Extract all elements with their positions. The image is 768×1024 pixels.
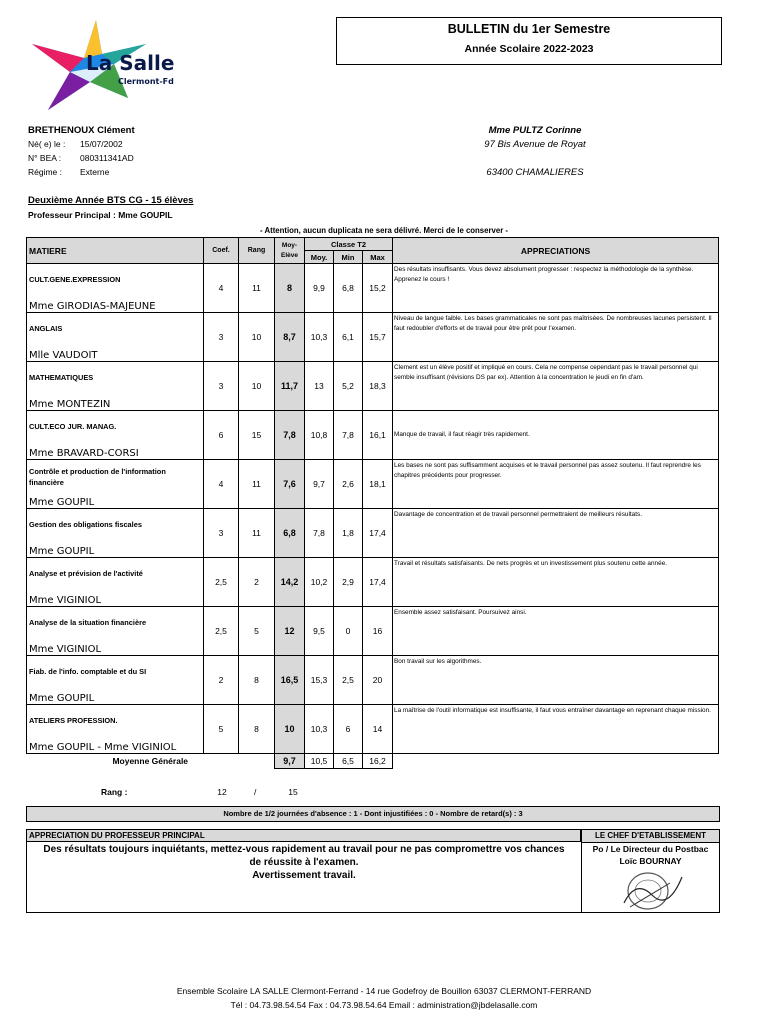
class-title: Deuxième Année BTS CG - 15 élèves [28, 195, 194, 206]
class-max: 20 [363, 656, 393, 705]
class-max: 17,4 [363, 558, 393, 607]
general-average-row [27, 754, 719, 769]
student-average: 8,7 [275, 313, 305, 362]
class-min: 2,5 [334, 656, 363, 705]
appreciation-text: Davantage de concentration et de travail personnel permettraient de meilleurs résultats. [393, 509, 719, 558]
subject-cell [27, 411, 204, 460]
general-class-min: 6,5 [334, 754, 363, 769]
appreciation-text: Niveau de langue faible. Les bases grammaticales ne sont pas maîtrisées. De nombreuses lacunes persistent. Il faut redoubler d'efforts et de travail pour être prêt pour l'examen. [393, 313, 719, 362]
class-min: 2,9 [334, 558, 363, 607]
table-row [27, 509, 719, 558]
student-name: BRETHENOUX Clément [28, 125, 135, 136]
teacher-name: Mme BRAVARD-CORSI [29, 448, 139, 459]
appreciation-header: APPRECIATION DU PROFESSEUR PRINCIPAL [27, 830, 581, 842]
rank-value: 11 [239, 264, 275, 313]
teacher-name: Mme VIGINIOL [29, 595, 102, 606]
subject-name: CULT.GENE.EXPRESSION [29, 275, 121, 284]
recipient-street: 97 Bis Avenue de Royat [484, 139, 586, 150]
grades-table [26, 237, 719, 769]
rank-value: 11 [239, 509, 275, 558]
subject-cell [27, 558, 204, 607]
subject-name: Contrôle et production de l'information financière [29, 467, 166, 487]
absences-bar: Nombre de 1/2 journées d'absence : 1 - Dont injustifiées : 0 - Nombre de retard(s) : 3 [26, 806, 720, 822]
duplicate-notice: - Attention, aucun duplicata ne sera délivré. Merci de le conserver - [260, 226, 508, 235]
subject-name: ANGLAIS [29, 324, 63, 333]
appreciation-box [26, 829, 720, 913]
general-class-average: 10,5 [305, 754, 334, 769]
subject-cell [27, 460, 204, 509]
rank-label: Rang : [101, 787, 128, 797]
class-min: 6,8 [334, 264, 363, 313]
class-max: 18,3 [363, 362, 393, 411]
subject-cell [27, 313, 204, 362]
rank-value: 8 [239, 656, 275, 705]
rank-value: 10 [239, 362, 275, 411]
subject-cell [27, 705, 204, 754]
birth-value: 15/07/2002 [80, 139, 123, 149]
page-footer [0, 984, 768, 1012]
teacher-name: Mme VIGINIOL [29, 644, 102, 655]
coef-value: 3 [204, 362, 239, 411]
col-coef: Coef. [204, 238, 239, 264]
footer-contact: Tél : 04.73.98.54.54 Fax : 04.73.98.54.64 Email : administration@jbdelasalle.com [230, 1000, 538, 1010]
teacher-name: Mme GOUPIL [29, 693, 95, 704]
class-max: 17,4 [363, 509, 393, 558]
coef-value: 3 [204, 509, 239, 558]
regime-value: Externe [80, 167, 110, 177]
subject-name: Analyse de la situation financière [29, 618, 147, 627]
subject-cell [27, 362, 204, 411]
class-min: 1,8 [334, 509, 363, 558]
subject-name: Analyse et prévision de l'activité [29, 569, 143, 578]
rank-value: 15 [239, 411, 275, 460]
coef-value: 2,5 [204, 607, 239, 656]
table-row [27, 460, 719, 509]
subject-cell [27, 607, 204, 656]
student-average: 6,8 [275, 509, 305, 558]
table-row [27, 313, 719, 362]
coef-value: 2 [204, 656, 239, 705]
student-average: 8 [275, 264, 305, 313]
general-class-max: 16,2 [363, 754, 393, 769]
appreciation-line: Avertissement travail. [252, 870, 356, 881]
class-min: 5,2 [334, 362, 363, 411]
class-average: 13 [305, 362, 334, 411]
class-max: 15,7 [363, 313, 393, 362]
table-row [27, 411, 719, 460]
subject-cell [27, 656, 204, 705]
class-average: 10,3 [305, 313, 334, 362]
rank-separator: / [254, 787, 257, 797]
col-classe: Classe T2 [305, 238, 393, 251]
class-average: 10,8 [305, 411, 334, 460]
col-class-max: Max [363, 251, 393, 264]
student-birth [28, 139, 123, 149]
teacher-name: Mme GIRODIAS-MAJEUNE [29, 301, 156, 312]
table-row [27, 705, 719, 754]
chef-signature-block [582, 843, 719, 916]
bea-label: N° BEA : [28, 153, 62, 163]
appreciation-text: Manque de travail, il faut réagir très rapidement. [393, 411, 719, 460]
appreciation-line: de réussite à l'examen. [249, 857, 359, 868]
rank-value: 5 [239, 607, 275, 656]
class-max: 16,1 [363, 411, 393, 460]
bulletin-title-box [336, 17, 722, 65]
table-row [27, 264, 719, 313]
coef-value: 4 [204, 264, 239, 313]
class-min: 2,6 [334, 460, 363, 509]
class-max: 16 [363, 607, 393, 656]
rank-total: 15 [288, 787, 298, 797]
logo-city: Clermont-Fd [118, 77, 174, 86]
class-max: 18,1 [363, 460, 393, 509]
class-min: 6 [334, 705, 363, 754]
student-average: 16,5 [275, 656, 305, 705]
subject-cell [27, 264, 204, 313]
coef-value: 2,5 [204, 558, 239, 607]
student-average: 12 [275, 607, 305, 656]
bea-value: 080311341AD [80, 153, 134, 163]
student-average: 14,2 [275, 558, 305, 607]
footer-address: Ensemble Scolaire LA SALLE Clermont-Ferrand - 14 rue Godefroy de Bouillon 63037 CLERMONT-FERRAND [176, 986, 592, 996]
teacher-name: Mme GOUPIL - Mme VIGINIOL [29, 742, 177, 753]
appreciation-text: Bon travail sur les algorithmes. [393, 656, 719, 705]
rank-value: 11 [239, 460, 275, 509]
teacher-name: Mme GOUPIL [29, 497, 95, 508]
table-row [27, 558, 719, 607]
col-matiere: MATIERE [27, 238, 204, 264]
col-rang: Rang [239, 238, 275, 264]
chef-name: Loïc BOURNAY [619, 856, 682, 866]
teacher-name: Mme GOUPIL [29, 546, 95, 557]
subject-name: Gestion des obligations fiscales [29, 520, 142, 529]
subject-name: CULT.ECO JUR. MANAG. [29, 422, 117, 431]
subject-name: ATELIERS PROFESSION. [29, 716, 118, 725]
appreciation-line: Des résultats toujours inquiétants, mettez-vous rapidement au travail pour ne pas compromettre vos chances [43, 844, 565, 855]
student-regime [28, 167, 109, 177]
chef-header: LE CHEF D'ETABLISSEMENT [582, 830, 719, 843]
class-min: 7,8 [334, 411, 363, 460]
class-average: 10,3 [305, 705, 334, 754]
prof-principal: Professeur Principal : Mme GOUPIL [28, 210, 173, 220]
appreciation-text: Travail et résultats satisfaisants. De nets progrès et un investissement plus soutenu cette année. [393, 558, 719, 607]
class-max: 14 [363, 705, 393, 754]
coef-value: 5 [204, 705, 239, 754]
teacher-name: Mlle VAUDOIT [29, 350, 98, 361]
teacher-name: Mme MONTEZIN [29, 399, 111, 410]
chef-title: Po / Le Directeur du Postbac [592, 844, 709, 854]
class-average: 9,5 [305, 607, 334, 656]
appreciation-text: La maîtrise de l'outil informatique est insuffisante, il faut vous entraîner davantage en reprenant chaque mission. [393, 705, 719, 754]
recipient-name: Mme PULTZ Corinne [488, 125, 582, 136]
student-average: 7,8 [275, 411, 305, 460]
col-appreciations: APPRECIATIONS [393, 238, 719, 264]
coef-value: 6 [204, 411, 239, 460]
birth-label: Né( e) le : [28, 139, 66, 149]
rank-value: 2 [239, 558, 275, 607]
appreciation-text: Clement est un élève positif et impliqué en cours. Cela ne compense cependant pas le travail personnel qui semble insuffisant (révisions DS par ex). Attention à la concentration le jeudi en fin d'am. [393, 362, 719, 411]
class-min: 6,1 [334, 313, 363, 362]
student-bea [28, 153, 134, 163]
subject-name: Fiab. de l'info. comptable et du SI [29, 667, 147, 676]
bulletin-title: BULLETIN du 1er Semestre [447, 22, 611, 36]
class-average: 9,9 [305, 264, 334, 313]
school-year: Année Scolaire 2022-2023 [464, 43, 594, 55]
class-average: 10,2 [305, 558, 334, 607]
student-average: 10 [275, 705, 305, 754]
coef-value: 3 [204, 313, 239, 362]
student-average: 11,7 [275, 362, 305, 411]
student-average: 7,6 [275, 460, 305, 509]
col-class-min: Min [334, 251, 363, 264]
logo-name: La Salle [86, 51, 175, 75]
class-min: 0 [334, 607, 363, 656]
table-row [27, 607, 719, 656]
subject-cell [27, 509, 204, 558]
rank-value: 12 [217, 787, 227, 797]
table-row [27, 362, 719, 411]
class-average: 7,8 [305, 509, 334, 558]
recipient-city: 63400 CHAMALIERES [486, 167, 584, 178]
appreciation-content [27, 843, 581, 882]
col-moy: Moy-Elève [275, 238, 305, 264]
appreciation-text: Les bases ne sont pas suffisamment acquises et le travail personnel pas assez soutenu. Il faut reprendre les chapitres précédents pour progresser. [393, 460, 719, 509]
appreciation-text: Des résultats insuffisants. Vous devez absolument progresser : respectez la méthodologie de la synthèse. Apprenez le cours ! [393, 264, 719, 313]
class-max: 15,2 [363, 264, 393, 313]
rank-value: 10 [239, 313, 275, 362]
appreciation-text: Ensemble assez satisfaisant. Poursuivez ainsi. [393, 607, 719, 656]
regime-label: Régime : [28, 167, 63, 177]
general-student-average: 9,7 [275, 754, 305, 769]
table-row [27, 656, 719, 705]
class-average: 9,7 [305, 460, 334, 509]
class-average: 15,3 [305, 656, 334, 705]
subject-name: MATHEMATIQUES [29, 373, 94, 382]
rank-value: 8 [239, 705, 275, 754]
col-class-moy: Moy. [305, 251, 334, 264]
general-average-label: Moyenne Générale [112, 756, 189, 767]
school-stamp-signature [616, 869, 686, 913]
coef-value: 4 [204, 460, 239, 509]
